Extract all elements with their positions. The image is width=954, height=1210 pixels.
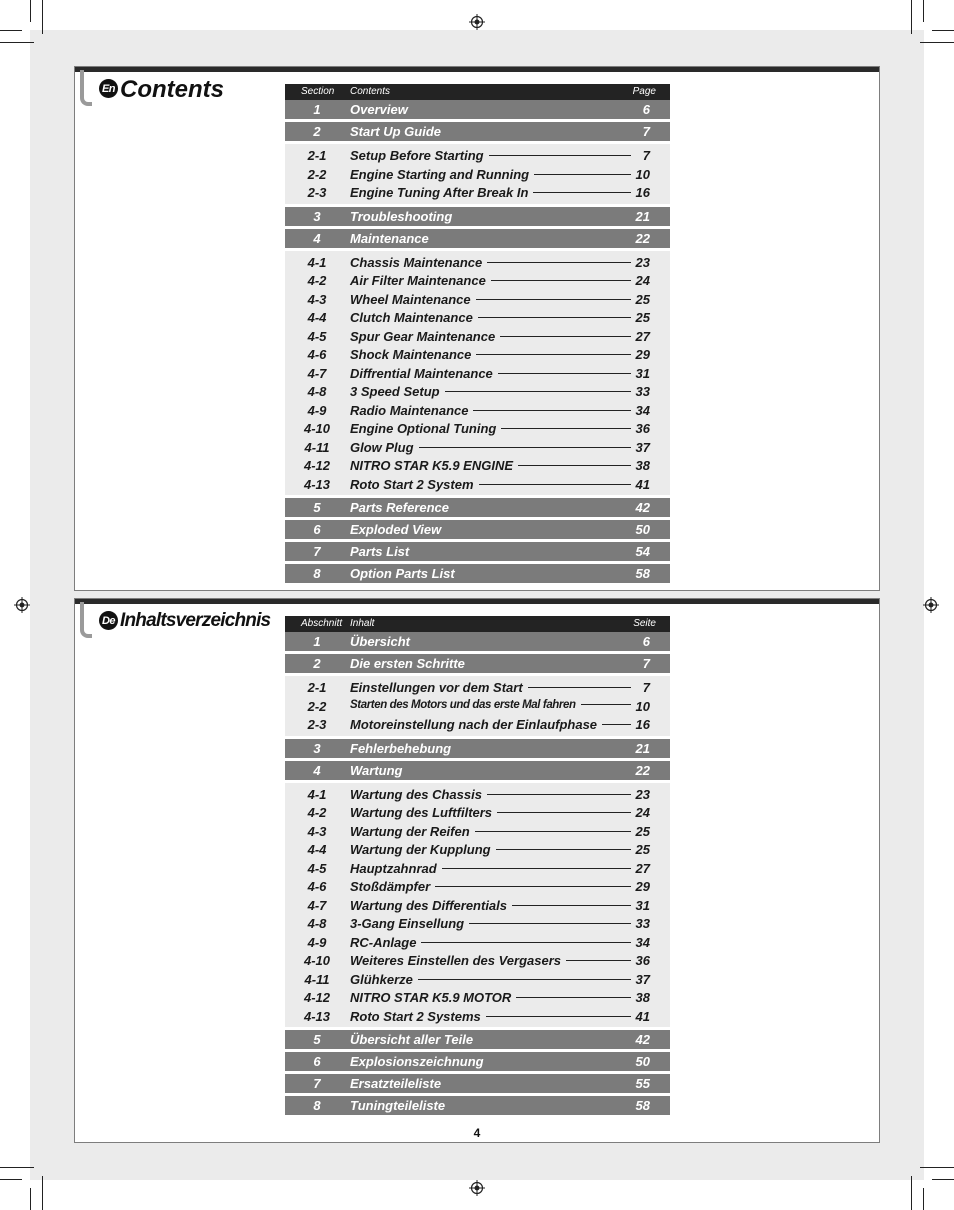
dot-leader-line bbox=[489, 155, 631, 156]
page-number: 7 bbox=[642, 124, 650, 139]
toc-subsection-row[interactable] bbox=[285, 896, 670, 915]
subsection-title: Roto Start 2 Systems bbox=[350, 1008, 481, 1024]
subsection-label-with-leader bbox=[350, 310, 634, 325]
panel-top-bar bbox=[75, 67, 879, 72]
subsection-number: 4-7 bbox=[307, 365, 327, 381]
subsection-label-with-leader bbox=[350, 185, 634, 200]
page-number: 50 bbox=[635, 1054, 650, 1069]
subsection-title: Wartung der Kupplung bbox=[350, 842, 491, 857]
subsection-label-with-leader bbox=[350, 273, 634, 288]
toc-subsection-row[interactable] bbox=[285, 803, 670, 822]
page-number: 31 bbox=[635, 365, 650, 381]
toc-subsection-row[interactable] bbox=[285, 877, 670, 896]
section-title: Übersicht bbox=[350, 634, 410, 649]
subsection-number: 2-2 bbox=[307, 698, 327, 714]
dot-leader-line bbox=[512, 905, 631, 906]
page-number: 16 bbox=[635, 717, 650, 732]
subsection-label-with-leader bbox=[350, 458, 634, 473]
subsection-label-with-leader bbox=[350, 167, 634, 182]
page-number: 34 bbox=[635, 402, 650, 418]
dot-leader-line bbox=[479, 484, 631, 485]
section-number: 5 bbox=[313, 1032, 321, 1047]
page-number: 25 bbox=[635, 291, 650, 307]
toc-section-row[interactable] bbox=[285, 1074, 670, 1093]
heading-hook-decoration bbox=[80, 70, 92, 106]
page-number: 41 bbox=[635, 476, 650, 492]
subsection-number: 4-5 bbox=[307, 328, 327, 344]
toc-header-row bbox=[285, 84, 670, 100]
page-number: 4 bbox=[473, 1126, 481, 1140]
dot-leader-line bbox=[491, 280, 631, 281]
dot-leader-line bbox=[473, 410, 631, 411]
subsection-title: RC-Anlage bbox=[350, 934, 417, 950]
subsection-title: 3 Speed Setup bbox=[350, 384, 440, 399]
subsection-number: 4-3 bbox=[307, 823, 327, 839]
column-header-contents: Inhalt bbox=[350, 618, 375, 629]
subsection-number: 4-13 bbox=[303, 1008, 331, 1024]
section-title: Start Up Guide bbox=[350, 124, 442, 139]
subsection-number: 4-8 bbox=[307, 384, 327, 399]
section-title: Option Parts List bbox=[350, 566, 455, 581]
page-number: 22 bbox=[635, 230, 650, 246]
page-number: 29 bbox=[635, 347, 650, 362]
toc-subsection-row[interactable] bbox=[285, 715, 670, 734]
subsection-number: 2-1 bbox=[307, 148, 327, 163]
dot-leader-line bbox=[442, 868, 631, 869]
section-number: 1 bbox=[313, 102, 321, 117]
subsection-label-with-leader bbox=[350, 787, 634, 802]
dot-leader-line bbox=[419, 447, 631, 448]
subsection-title: Wartung des Luftfilters bbox=[350, 805, 493, 820]
toc-subsection-row[interactable] bbox=[285, 364, 670, 383]
subsection-number: 4-9 bbox=[307, 934, 327, 950]
dot-leader-line bbox=[497, 812, 631, 813]
toc-subsection-row[interactable] bbox=[285, 165, 670, 184]
page-number: 50 bbox=[635, 522, 650, 537]
toc-body bbox=[285, 632, 670, 1115]
page-number: 41 bbox=[635, 1008, 650, 1024]
dot-leader-line bbox=[487, 262, 631, 263]
toc-table-en bbox=[285, 84, 670, 583]
dot-leader-line bbox=[476, 354, 631, 355]
toc-section-row[interactable] bbox=[285, 1052, 670, 1071]
page-number: 34 bbox=[635, 934, 650, 950]
subsection-label-with-leader bbox=[350, 440, 634, 455]
dot-leader-line bbox=[528, 687, 631, 688]
subsection-title: 3-Gang Einsellung bbox=[350, 916, 465, 931]
section-number: 3 bbox=[313, 740, 321, 756]
subsection-title: Engine Tuning After Break In bbox=[350, 185, 529, 200]
subsection-number: 4-4 bbox=[307, 842, 327, 857]
dot-leader-line bbox=[475, 831, 631, 832]
page-number: 24 bbox=[635, 273, 650, 288]
dot-leader-line bbox=[418, 979, 631, 980]
subsection-label-with-leader bbox=[350, 255, 634, 270]
subsection-title: Radio Maintenance bbox=[350, 402, 469, 418]
subsection-label-with-leader bbox=[350, 824, 634, 839]
toc-subsection-row[interactable] bbox=[285, 475, 670, 494]
toc-subsection-group bbox=[285, 783, 670, 1028]
dot-leader-line bbox=[421, 942, 631, 943]
subsection-number: 4-13 bbox=[303, 476, 331, 492]
toc-subsection-row[interactable] bbox=[285, 271, 670, 290]
subsection-label-with-leader bbox=[350, 1009, 634, 1024]
subsection-number: 4-3 bbox=[307, 291, 327, 307]
section-number: 2 bbox=[313, 656, 321, 671]
toc-header-row bbox=[285, 616, 670, 632]
subsection-label-with-leader bbox=[350, 953, 634, 968]
toc-subsection-row[interactable] bbox=[285, 840, 670, 859]
subsection-title: Wartung der Reifen bbox=[350, 823, 470, 839]
subsection-title: Hauptzahnrad bbox=[350, 860, 437, 876]
section-title: Overview bbox=[350, 102, 408, 117]
toc-section-row[interactable] bbox=[285, 100, 670, 119]
contents-title: Inhaltsverzeichnis bbox=[120, 610, 271, 631]
page-number: 29 bbox=[635, 879, 650, 894]
subsection-title: Einstellungen vor dem Start bbox=[350, 680, 523, 695]
toc-subsection-row[interactable] bbox=[285, 438, 670, 457]
section-number: 4 bbox=[313, 230, 321, 246]
toc-subsection-row[interactable] bbox=[285, 785, 670, 804]
page-number: 58 bbox=[635, 566, 650, 581]
subsection-title: Starten des Motors und das erste Mal fahren bbox=[350, 698, 576, 711]
toc-subsection-row[interactable] bbox=[285, 859, 670, 878]
subsection-number: 4-6 bbox=[307, 347, 327, 362]
subsection-number: 4-12 bbox=[303, 990, 331, 1005]
page-number: 7 bbox=[642, 656, 650, 671]
page-number: 10 bbox=[635, 698, 650, 714]
subsection-label-with-leader bbox=[350, 384, 634, 399]
subsection-number: 2-3 bbox=[307, 185, 327, 200]
page-number: 38 bbox=[635, 990, 650, 1005]
toc-subsection-row[interactable] bbox=[285, 933, 670, 952]
toc-subsection-group bbox=[285, 251, 670, 496]
subsection-number: 4-4 bbox=[307, 310, 327, 325]
section-title: Troubleshooting bbox=[350, 208, 453, 224]
subsection-label-with-leader bbox=[350, 699, 634, 711]
section-title: Exploded View bbox=[350, 522, 442, 537]
subsection-label-with-leader bbox=[350, 680, 634, 695]
page-number: 27 bbox=[635, 328, 650, 344]
registration-mark-icon bbox=[469, 1180, 485, 1196]
page-number: 21 bbox=[635, 208, 650, 224]
subsection-title: Setup Before Starting bbox=[350, 148, 484, 163]
section-number: 8 bbox=[313, 566, 321, 581]
dot-leader-line bbox=[518, 465, 631, 466]
subsection-title: Engine Optional Tuning bbox=[350, 421, 497, 436]
subsection-label-with-leader bbox=[350, 916, 634, 931]
subsection-number: 4-1 bbox=[307, 254, 327, 270]
page-number: 7 bbox=[642, 148, 650, 163]
toc-subsection-row[interactable] bbox=[285, 678, 670, 697]
section-title: Fehlerbehebung bbox=[350, 740, 452, 756]
section-number: 8 bbox=[313, 1098, 321, 1113]
subsection-label-with-leader bbox=[350, 861, 634, 876]
section-title: Wartung bbox=[350, 762, 403, 778]
subsection-label-with-leader bbox=[350, 842, 634, 857]
page-number: 54 bbox=[635, 544, 650, 559]
dot-leader-line bbox=[487, 794, 631, 795]
subsection-title: Spur Gear Maintenance bbox=[350, 328, 496, 344]
subsection-label-with-leader bbox=[350, 898, 634, 913]
dot-leader-line bbox=[516, 997, 631, 998]
subsection-title: Wartung des Chassis bbox=[350, 786, 482, 802]
subsection-label-with-leader bbox=[350, 421, 634, 436]
toc-subsection-row[interactable] bbox=[285, 183, 670, 202]
toc-subsection-row[interactable] bbox=[285, 253, 670, 272]
subsection-number: 2-3 bbox=[307, 717, 327, 732]
toc-subsection-row[interactable] bbox=[285, 401, 670, 420]
subsection-number: 4-9 bbox=[307, 402, 327, 418]
page-number: 27 bbox=[635, 860, 650, 876]
column-header-section: Section bbox=[301, 86, 335, 97]
toc-section-row[interactable] bbox=[285, 229, 670, 248]
subsection-number: 4-7 bbox=[307, 897, 327, 913]
page-number: 36 bbox=[635, 953, 650, 968]
registration-mark-icon bbox=[469, 14, 485, 30]
subsection-label-with-leader bbox=[350, 717, 634, 732]
toc-section-row[interactable] bbox=[285, 632, 670, 651]
subsection-title: Wartung des Differentials bbox=[350, 897, 507, 913]
language-badge-en: En bbox=[99, 79, 118, 98]
dot-leader-line bbox=[476, 299, 631, 300]
subsection-title: Shock Maintenance bbox=[350, 347, 472, 362]
section-title: Maintenance bbox=[350, 230, 429, 246]
registration-mark-icon bbox=[14, 597, 30, 613]
section-title: Explosionszeichnung bbox=[350, 1054, 484, 1069]
subsection-label-with-leader bbox=[350, 879, 634, 894]
page-number: 6 bbox=[642, 102, 650, 117]
section-number: 6 bbox=[313, 1054, 321, 1069]
subsection-title: Roto Start 2 System bbox=[350, 476, 474, 492]
section-number: 2 bbox=[313, 124, 321, 139]
contents-title: Contents bbox=[120, 76, 224, 103]
section-title: Parts Reference bbox=[350, 500, 449, 515]
page-number: 38 bbox=[635, 458, 650, 473]
section-title: Ersatzteileliste bbox=[350, 1076, 442, 1091]
contents-panel-en bbox=[74, 66, 880, 591]
subsection-label-with-leader bbox=[350, 972, 634, 987]
toc-subsection-row[interactable] bbox=[285, 970, 670, 989]
subsection-number: 4-2 bbox=[307, 805, 327, 820]
toc-subsection-row[interactable] bbox=[285, 327, 670, 346]
page-number: 58 bbox=[635, 1098, 650, 1113]
dot-leader-line bbox=[445, 391, 631, 392]
subsection-title: Wheel Maintenance bbox=[350, 291, 471, 307]
section-title: Übersicht aller Teile bbox=[350, 1032, 474, 1047]
toc-section-row[interactable] bbox=[285, 207, 670, 226]
subsection-number: 4-5 bbox=[307, 860, 327, 876]
toc-subsection-row[interactable] bbox=[285, 988, 670, 1007]
toc-subsection-group bbox=[285, 144, 670, 204]
subsection-label-with-leader bbox=[350, 329, 634, 344]
subsection-title: Engine Starting and Running bbox=[350, 166, 530, 182]
subsection-number: 4-11 bbox=[304, 439, 330, 455]
subsection-title: Chassis Maintenance bbox=[350, 254, 483, 270]
page-number: 25 bbox=[635, 823, 650, 839]
dot-leader-line bbox=[478, 317, 631, 318]
dot-leader-line bbox=[486, 1016, 631, 1017]
page-number: 24 bbox=[635, 805, 650, 820]
subsection-title: Motoreinstellung nach der Einlaufphase bbox=[350, 717, 598, 732]
subsection-number: 4-11 bbox=[304, 971, 330, 987]
subsection-title: Diffrential Maintenance bbox=[350, 365, 493, 381]
subsection-title: Clutch Maintenance bbox=[350, 310, 473, 325]
section-number: 3 bbox=[313, 208, 321, 224]
toc-subsection-row[interactable] bbox=[285, 345, 670, 364]
page-number: 10 bbox=[635, 166, 650, 182]
subsection-label-with-leader bbox=[350, 292, 634, 307]
toc-subsection-row[interactable] bbox=[285, 146, 670, 165]
subsection-number: 4-10 bbox=[303, 421, 331, 436]
toc-subsection-row[interactable] bbox=[285, 914, 670, 933]
toc-section-row[interactable] bbox=[285, 761, 670, 780]
section-number: 7 bbox=[313, 1076, 321, 1091]
page-number: 22 bbox=[635, 762, 650, 778]
dot-leader-line bbox=[566, 960, 631, 961]
toc-table-de bbox=[285, 616, 670, 1115]
registration-mark-icon bbox=[923, 597, 939, 613]
language-badge-de: De bbox=[99, 611, 118, 630]
subsection-label-with-leader bbox=[350, 990, 634, 1005]
page-number: 33 bbox=[635, 916, 650, 931]
column-header-contents: Contents bbox=[350, 86, 391, 97]
dot-leader-line bbox=[435, 886, 631, 887]
toc-section-row[interactable] bbox=[285, 1030, 670, 1049]
page-number: 16 bbox=[635, 185, 650, 200]
subsection-label-with-leader bbox=[350, 366, 634, 381]
toc-subsection-row[interactable] bbox=[285, 1007, 670, 1026]
section-title: Parts List bbox=[350, 544, 410, 559]
toc-section-row[interactable] bbox=[285, 520, 670, 539]
section-number: 6 bbox=[313, 522, 321, 537]
toc-subsection-row[interactable] bbox=[285, 456, 670, 475]
subsection-title: Air Filter Maintenance bbox=[350, 273, 486, 288]
page-number: 42 bbox=[635, 1032, 650, 1047]
toc-subsection-row[interactable] bbox=[285, 290, 670, 309]
heading-hook-decoration bbox=[80, 602, 92, 638]
subsection-title: NITRO STAR K5.9 ENGINE bbox=[350, 458, 514, 473]
subsection-number: 4-2 bbox=[307, 273, 327, 288]
dot-leader-line bbox=[602, 724, 631, 725]
toc-subsection-row[interactable] bbox=[285, 308, 670, 327]
toc-section-row[interactable] bbox=[285, 564, 670, 583]
page-number: 31 bbox=[635, 897, 650, 913]
toc-subsection-row[interactable] bbox=[285, 382, 670, 401]
toc-body bbox=[285, 100, 670, 583]
page-number: 33 bbox=[635, 384, 650, 399]
toc-section-row[interactable] bbox=[285, 654, 670, 673]
page-number: 23 bbox=[635, 254, 650, 270]
dot-leader-line bbox=[498, 373, 631, 374]
subsection-label-with-leader bbox=[350, 403, 634, 418]
page-number: 25 bbox=[635, 310, 650, 325]
panel-top-bar bbox=[75, 599, 879, 604]
dot-leader-line bbox=[501, 428, 631, 429]
page-number: 37 bbox=[635, 439, 650, 455]
page-number: 25 bbox=[635, 842, 650, 857]
column-header-page: Page bbox=[632, 86, 656, 97]
section-number: 4 bbox=[313, 762, 321, 778]
toc-section-row[interactable] bbox=[285, 498, 670, 517]
section-title: Die ersten Schritte bbox=[350, 656, 465, 671]
subsection-title: Glow Plug bbox=[350, 439, 414, 455]
page-number: 6 bbox=[642, 634, 650, 649]
toc-section-row[interactable] bbox=[285, 542, 670, 561]
column-header-section: Abschnitt bbox=[301, 618, 343, 629]
subsection-label-with-leader bbox=[350, 935, 634, 950]
dot-leader-line bbox=[533, 192, 631, 193]
page-number: 23 bbox=[635, 786, 650, 802]
dot-leader-line bbox=[581, 704, 631, 705]
section-title: Tuningteileliste bbox=[350, 1098, 446, 1113]
subsection-number: 4-10 bbox=[303, 953, 331, 968]
subsection-label-with-leader bbox=[350, 477, 634, 492]
page-number: 42 bbox=[635, 500, 650, 515]
dot-leader-line bbox=[534, 174, 631, 175]
subsection-number: 4-6 bbox=[307, 879, 327, 894]
page-number: 21 bbox=[635, 740, 650, 756]
subsection-label-with-leader bbox=[350, 148, 634, 163]
toc-section-row[interactable] bbox=[285, 739, 670, 758]
subsection-number: 2-1 bbox=[307, 680, 327, 695]
subsection-number: 4-1 bbox=[307, 786, 327, 802]
page-number: 55 bbox=[635, 1076, 650, 1091]
column-header-page: Seite bbox=[633, 618, 656, 629]
contents-panel-de bbox=[74, 598, 880, 1143]
subsection-title: Stoßdämpfer bbox=[350, 879, 431, 894]
toc-subsection-row[interactable] bbox=[285, 419, 670, 438]
section-number: 5 bbox=[313, 500, 321, 515]
page-number: 37 bbox=[635, 971, 650, 987]
toc-section-row[interactable] bbox=[285, 1096, 670, 1115]
dot-leader-line bbox=[500, 336, 631, 337]
subsection-label-with-leader bbox=[350, 347, 634, 362]
page-number: 36 bbox=[635, 421, 650, 436]
subsection-label-with-leader bbox=[350, 805, 634, 820]
toc-section-row[interactable] bbox=[285, 122, 670, 141]
toc-subsection-row[interactable] bbox=[285, 697, 670, 716]
subsection-title: Weiteres Einstellen des Vergasers bbox=[350, 953, 561, 968]
dot-leader-line bbox=[469, 923, 631, 924]
toc-subsection-group bbox=[285, 676, 670, 736]
toc-subsection-row[interactable] bbox=[285, 951, 670, 970]
toc-subsection-row[interactable] bbox=[285, 822, 670, 841]
section-number: 7 bbox=[313, 544, 321, 559]
subsection-number: 2-2 bbox=[307, 166, 327, 182]
page-number: 7 bbox=[642, 680, 650, 695]
dot-leader-line bbox=[496, 849, 631, 850]
section-number: 1 bbox=[313, 634, 321, 649]
subsection-number: 4-8 bbox=[307, 916, 327, 931]
subsection-title: Glühkerze bbox=[350, 971, 413, 987]
subsection-number: 4-12 bbox=[303, 458, 331, 473]
subsection-title: NITRO STAR K5.9 MOTOR bbox=[350, 990, 512, 1005]
